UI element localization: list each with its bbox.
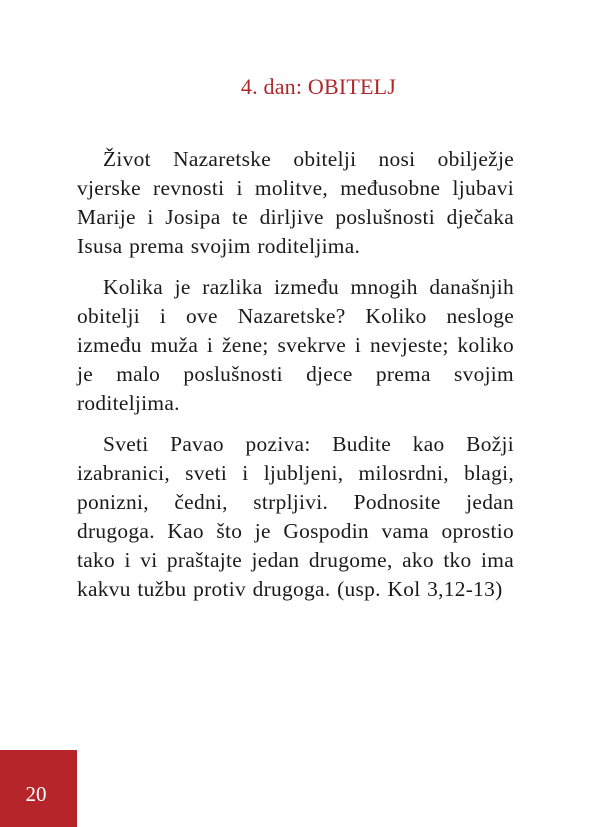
paragraph-3: Sveti Pavao poziva: Budite kao Božji izabranici, sveti i ljubljeni, milosrdni, blagi, ponizni, čedni, strpljivi. Podnosite jedan drugoga. Kao što je Gospodin vama oprostio tako i vi praštajte jedan drugome, ako tko ima kakvu tužbu protiv drugoga. (usp. Kol 3,12-13) [77, 432, 514, 601]
page-number: 20 [25, 782, 47, 806]
paragraph-2: Kolika je razlika između mnogih današnjih obitelji i ove Nazaretske? Koliko nesloge između muža i žene; svekrve i nevjeste; koliko je malo poslušnosti djece prema svojim roditeljima. [77, 275, 514, 415]
page-number-box [0, 750, 77, 827]
page-title: 4. dan: OBITELJ [240, 74, 397, 99]
paragraph-1: Život Nazaretske obitelji nosi obilježje vjerske revnosti i molitve, međusobne ljubavi Marije i Josipa te dirljive poslušnosti dječaka Isusa prema svojim roditeljima. [77, 147, 514, 258]
text-body [77, 145, 514, 616]
